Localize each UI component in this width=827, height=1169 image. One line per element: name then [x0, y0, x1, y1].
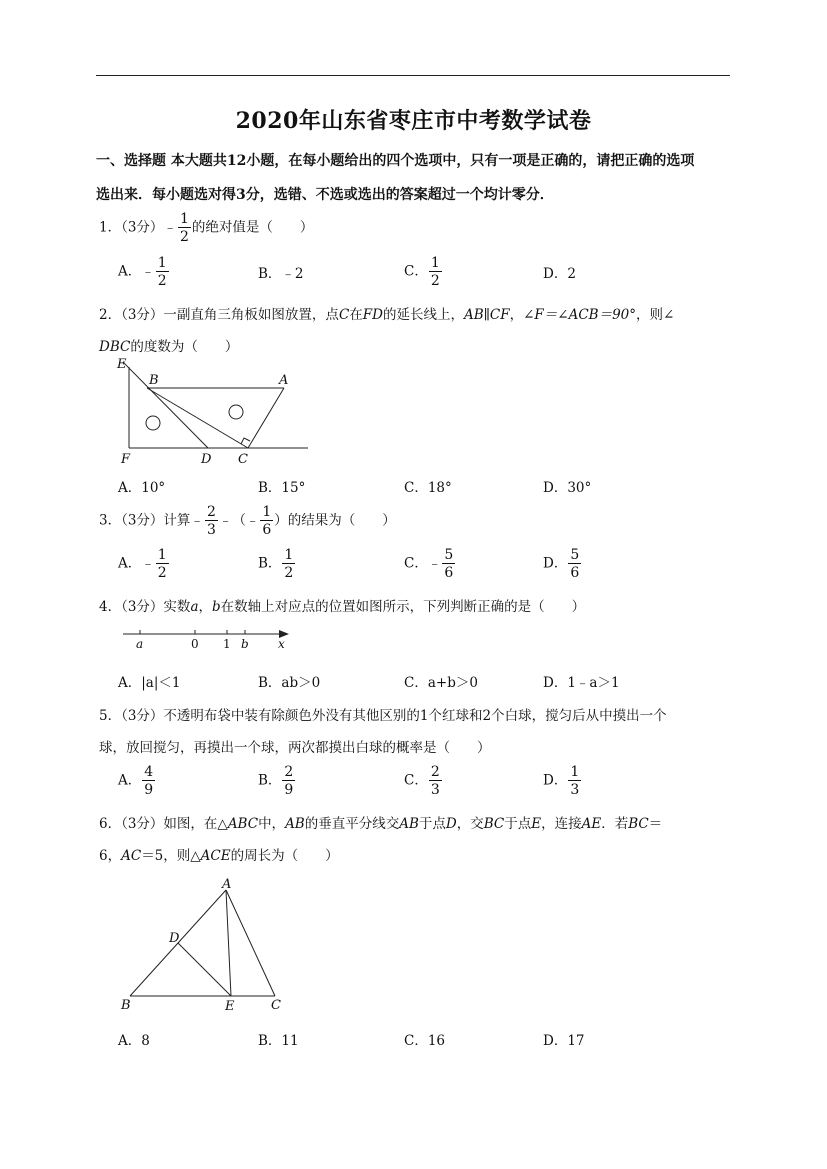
q2-label-e: E — [117, 357, 127, 372]
q4-axis-label-0: 0 — [191, 637, 199, 651]
q6-label-e: E — [225, 999, 235, 1014]
q4-option-c[interactable]: C．a+b＞0 — [404, 675, 478, 691]
q1-option-a[interactable]: A．﹣ $\frac{1}{2}$ — [118, 255, 167, 289]
q2-option-d[interactable]: D．30° — [543, 480, 592, 496]
q6-triangle-figure — [112, 872, 292, 1014]
q4-axis-label-1: 1 — [223, 637, 231, 651]
q2-triangle-figure — [110, 355, 315, 467]
q5-option-c[interactable]: C． $\frac{2}{3}$ — [404, 764, 440, 798]
page-title: 2020年山东省枣庄市中考数学试卷 — [235, 108, 592, 134]
question-5-stem-line2: 球，放回搅匀，再摸出一个球，两次都摸出白球的概率是（ ） — [99, 740, 491, 756]
q6-option-d[interactable]: D．17 — [543, 1033, 585, 1049]
q4-option-b[interactable]: B．ab＞0 — [258, 675, 321, 691]
q2-option-b[interactable]: B．15° — [258, 480, 306, 496]
q6-option-b[interactable]: B．11 — [258, 1033, 299, 1049]
q3-option-d[interactable]: D． $\frac{5}{6}$ — [543, 547, 580, 581]
q2-option-a[interactable]: A．10° — [118, 480, 166, 496]
q2-option-c[interactable]: C．18° — [404, 480, 452, 496]
question-3-stem: 3．（3分）计算﹣ $\frac{2}{3}$ ﹣（﹣ $\frac{1}{6}$ ）的结果为（ ） — [99, 504, 396, 538]
q4-option-a[interactable]: A．|a|＜1 — [118, 675, 181, 691]
q3-option-a[interactable]: A．﹣ $\frac{1}{2}$ — [118, 547, 167, 581]
q1-option-c[interactable]: C． $\frac{1}{2}$ — [404, 255, 440, 289]
q4-axis-label-b: b — [241, 637, 249, 651]
q4-number-line — [118, 624, 298, 654]
question-6-stem-line1: 6．（3分）如图，在△ABC中，AB的垂直平分线交AB于点D，交BC于点E，连接AE．若BC＝ — [99, 816, 663, 832]
q2-label-a: A — [279, 373, 289, 388]
q6-label-b: B — [121, 998, 131, 1013]
q2-label-c: C — [238, 452, 248, 467]
question-2-stem-line2: DBC的度数为（ ） — [99, 339, 239, 355]
q4-option-d[interactable]: D．1﹣a＞1 — [543, 675, 620, 691]
q4-axis-label-a: a — [136, 637, 144, 651]
q2-label-b: B — [149, 373, 159, 388]
question-2-stem-line1: 2．（3分）一副直角三角板如图放置，点C在FD的延长线上，AB∥CF，∠F＝∠ACB＝90°，则∠ — [99, 307, 675, 323]
section-header-line1: 一、选择题 本大题共12小题，在每小题给出的四个选项中，只有一项是正确的，请把正确的选项 — [96, 153, 695, 169]
question-6-stem-line2: 6，AC＝5，则△ACE的周长为（ ） — [99, 848, 339, 864]
q1-option-b[interactable]: B．﹣2 — [258, 266, 304, 282]
q3-option-c[interactable]: C．﹣ $\frac{5}{6}$ — [404, 547, 454, 581]
question-5-stem-line1: 5．（3分）不透明布袋中装有除颜色外没有其他区别的1个红球和2个白球，搅匀后从中摸出一个 — [99, 708, 667, 724]
q2-label-d: D — [201, 452, 212, 467]
question-4-stem: 4．（3分）实数a，b在数轴上对应点的位置如图所示，下列判断正确的是（ ） — [99, 599, 586, 615]
section-header-line2: 选出来．每小题选对得3分，选错、不选或选出的答案超过一个均计零分． — [96, 187, 554, 203]
top-rule — [96, 75, 730, 76]
question-1-stem: 1．（3分）﹣ $\frac{1}{2}$ 的绝对值是（ ） — [99, 211, 314, 245]
q2-label-f: F — [121, 452, 131, 467]
q1-option-d[interactable]: D．2 — [543, 266, 576, 282]
q6-option-a[interactable]: A．8 — [118, 1033, 150, 1049]
q5-option-d[interactable]: D． $\frac{1}{3}$ — [543, 764, 580, 798]
q3-option-b[interactable]: B． $\frac{1}{2}$ — [258, 547, 294, 581]
q6-label-c: C — [271, 998, 281, 1013]
q5-option-a[interactable]: A． $\frac{4}{9}$ — [118, 764, 154, 798]
q4-axis-label-x: x — [278, 637, 285, 651]
q5-option-b[interactable]: B． $\frac{2}{9}$ — [258, 764, 294, 798]
q6-option-c[interactable]: C．16 — [404, 1033, 446, 1049]
q6-label-d: D — [169, 931, 180, 946]
q6-label-a: A — [222, 877, 232, 892]
